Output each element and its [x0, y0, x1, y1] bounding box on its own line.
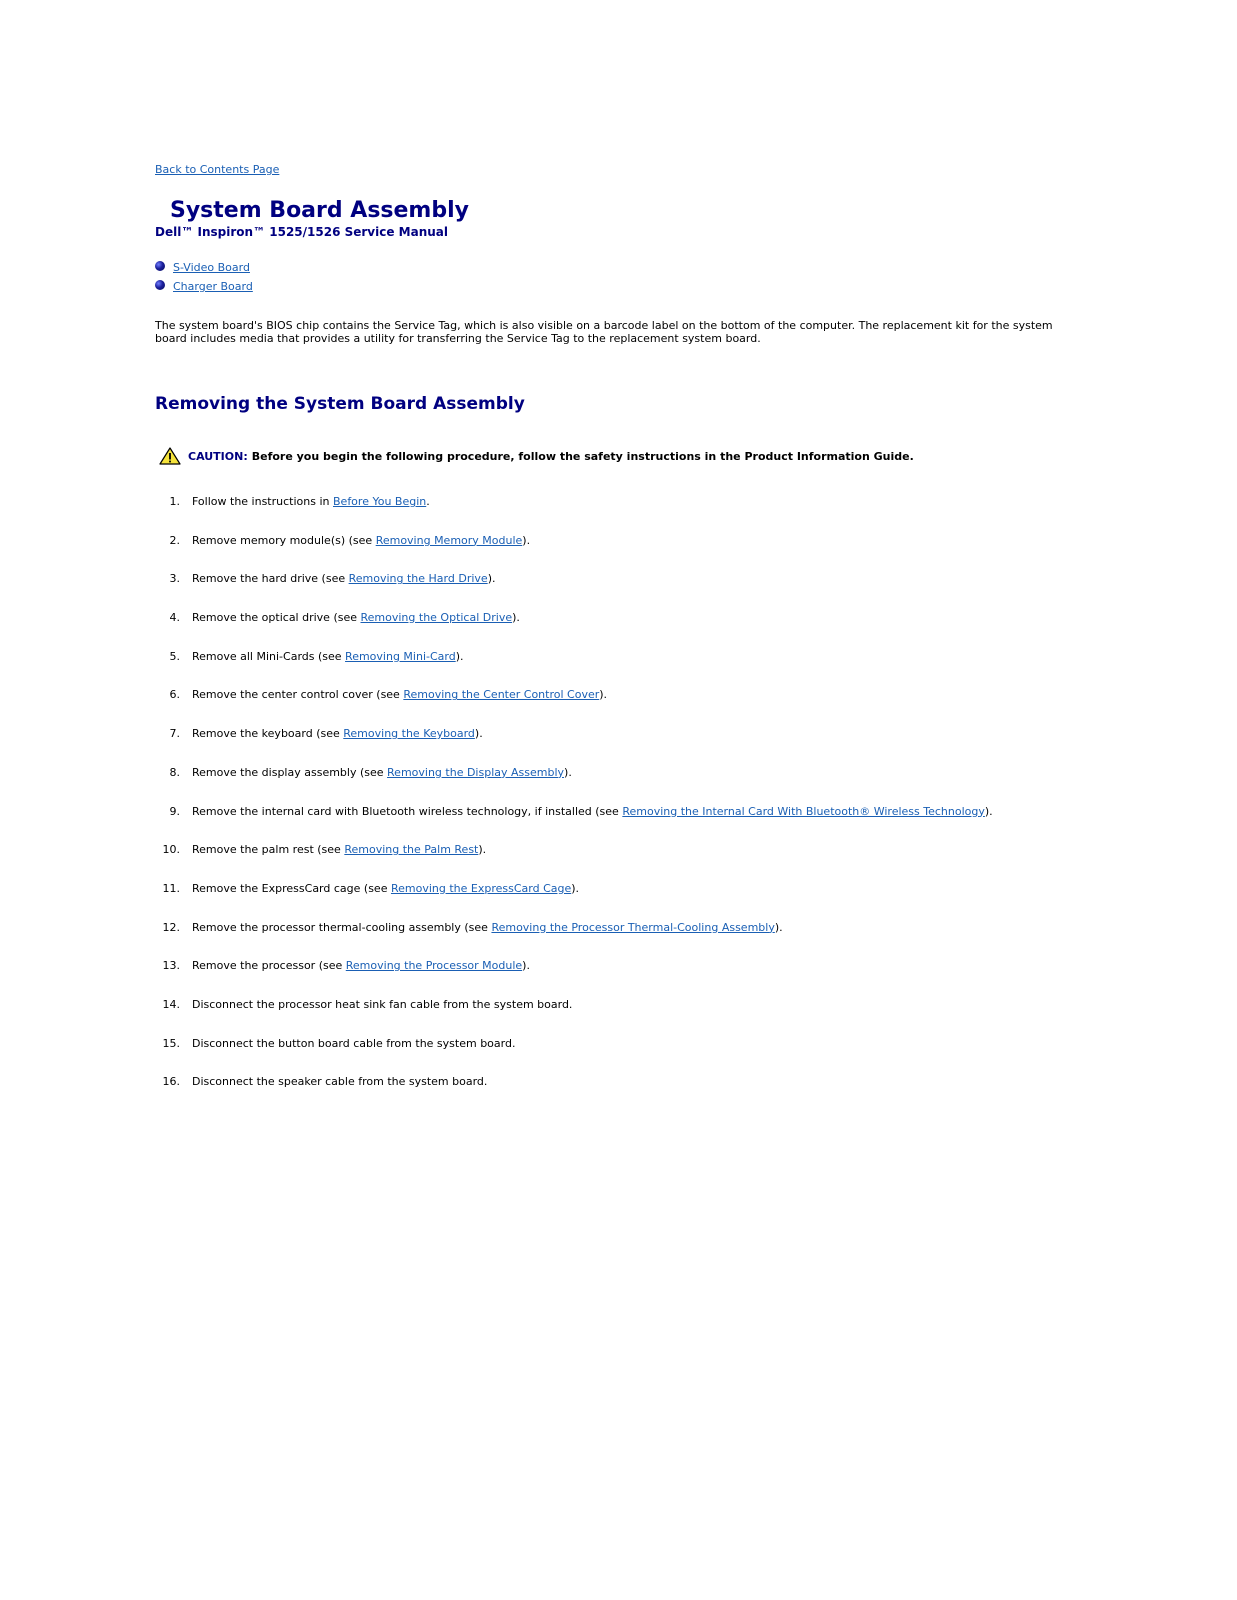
step-text	[192, 882, 579, 921]
step-number: 15.	[162, 1036, 180, 1050]
removal-steps-list	[155, 495, 1075, 1114]
step-link[interactable]: Removing the Internal Card With Bluetooth® Wireless Technology	[622, 804, 985, 818]
step-text	[192, 998, 572, 1037]
step-text-start: Disconnect the button board cable from the system board.	[192, 1036, 516, 1050]
step-text-start: Remove the display assembly (see	[192, 765, 388, 779]
step-text-end: ).	[564, 765, 572, 779]
step-item	[155, 843, 1075, 882]
step-link[interactable]: Removing the Center Control Cover	[403, 688, 600, 702]
step-text-end: ).	[522, 959, 530, 973]
step-link[interactable]: Removing the ExpressCard Cage	[390, 881, 572, 895]
step-link[interactable]: Removing the Optical Drive	[360, 611, 513, 625]
step-text	[192, 766, 572, 805]
list-item	[155, 277, 1075, 296]
step-text	[192, 572, 495, 611]
step-text-end: ).	[478, 843, 487, 857]
page-subtitle: Dell™ Inspiron™ 1525/1526 Service Manual	[155, 225, 448, 239]
list-item	[155, 258, 1075, 277]
step-link[interactable]: Before You Begin	[333, 495, 427, 508]
step-number: 9.	[169, 804, 180, 818]
s-video-board-link[interactable]: S-Video Board	[173, 261, 250, 274]
step-item	[155, 650, 1075, 689]
step-text-end: ).	[774, 920, 783, 934]
step-item	[155, 688, 1075, 727]
step-text-start: Disconnect the processor heat sink fan cable from the system board.	[192, 997, 573, 1011]
step-number: 1.	[169, 495, 180, 508]
step-text-start: Remove memory module(s) (see	[192, 533, 376, 547]
step-number: 4.	[169, 611, 180, 625]
step-item	[155, 495, 1075, 534]
step-item	[155, 959, 1075, 998]
step-text-end: ).	[522, 533, 531, 547]
step-text-end: ).	[512, 611, 520, 625]
step-text	[192, 805, 993, 844]
step-item	[155, 572, 1075, 611]
step-text-end: ).	[599, 688, 608, 702]
step-item	[155, 805, 1075, 844]
page-title: System Board Assembly	[170, 198, 469, 223]
step-text-start: Remove the processor (see	[192, 959, 346, 973]
step-text-end: ).	[455, 649, 464, 663]
intro-paragraph: The system board's BIOS chip contains the Service Tag, which is also visible on a barcode label on the bottom of the computer. The replacement kit for the system board includes media that provides a utility for transferring the Service Tag to the replacement system board.	[155, 319, 1053, 345]
step-number: 8.	[169, 765, 180, 779]
bullet-icon	[155, 280, 165, 290]
step-text	[192, 650, 464, 689]
step-text	[192, 495, 430, 534]
step-link[interactable]: Removing the Display Assembly	[387, 765, 565, 779]
charger-board-link[interactable]: Charger Board	[173, 280, 253, 293]
step-text-start: Disconnect the speaker cable from the system board.	[192, 1075, 488, 1089]
step-item	[155, 1037, 1075, 1076]
step-text-start: Remove all Mini-Cards (see	[192, 649, 346, 663]
step-text-start: Remove the processor thermal-cooling assembly (see	[192, 920, 492, 934]
section-heading: Removing the System Board Assembly	[155, 394, 525, 414]
step-text-end: ).	[474, 727, 483, 741]
step-item	[155, 766, 1075, 805]
section-links-list	[155, 258, 1075, 296]
step-text	[192, 921, 783, 960]
step-link[interactable]: Removing Mini-Card	[345, 649, 456, 663]
document-page	[155, 158, 1075, 1114]
step-link[interactable]: Removing the Keyboard	[343, 727, 475, 741]
step-number: 3.	[169, 572, 180, 586]
step-item	[155, 882, 1075, 921]
step-text	[192, 1075, 487, 1114]
step-number: 6.	[169, 688, 180, 702]
step-number: 11.	[162, 881, 180, 895]
step-number: 10.	[162, 843, 180, 857]
step-text	[192, 611, 520, 650]
step-number: 7.	[169, 727, 180, 741]
step-text-start: Remove the hard drive (see	[192, 572, 349, 586]
step-text	[192, 843, 486, 882]
step-text	[192, 959, 530, 998]
step-text	[192, 1037, 515, 1076]
step-text-start: Remove the center control cover (see	[192, 688, 404, 702]
step-text-start: Remove the palm rest (see	[192, 843, 345, 857]
bullet-icon	[155, 261, 165, 271]
back-to-contents-link[interactable]: Back to Contents Page	[155, 163, 280, 176]
step-text-start: Follow the instructions in	[192, 495, 333, 508]
step-number: 2.	[169, 533, 180, 547]
step-item	[155, 611, 1075, 650]
step-item	[155, 998, 1075, 1037]
step-number: 12.	[162, 920, 180, 934]
caution-notice	[159, 447, 1075, 465]
step-text-end: ).	[984, 804, 993, 818]
step-number: 14.	[162, 997, 180, 1011]
step-link[interactable]: Removing the Processor Module	[345, 959, 523, 973]
warning-triangle-icon	[159, 447, 181, 465]
step-item	[155, 1075, 1075, 1114]
step-text-start: Remove the internal card with Bluetooth wireless technology, if installed (see	[192, 804, 623, 818]
step-number: 16.	[162, 1075, 180, 1089]
step-item	[155, 534, 1075, 573]
step-text-end: .	[426, 495, 430, 508]
step-text	[192, 727, 483, 766]
step-link[interactable]: Removing the Palm Rest	[344, 843, 479, 857]
step-number: 13.	[162, 959, 180, 973]
step-link[interactable]: Removing Memory Module	[375, 533, 523, 547]
step-text	[192, 688, 607, 727]
step-number: 5.	[169, 649, 180, 663]
step-link[interactable]: Removing the Processor Thermal-Cooling Assembly	[491, 920, 775, 934]
step-text-start: Remove the optical drive (see	[192, 611, 361, 625]
step-text-start: Remove the ExpressCard cage (see	[192, 881, 391, 895]
step-text	[192, 534, 530, 573]
step-text-end: ).	[571, 881, 580, 895]
step-text-start: Remove the keyboard (see	[192, 727, 344, 741]
step-text-end: ).	[487, 572, 496, 586]
caution-text: Before you begin the following procedure, follow the safety instructions in the Product Information Guide.	[251, 449, 914, 463]
step-item	[155, 727, 1075, 766]
step-link[interactable]: Removing the Hard Drive	[348, 572, 488, 586]
step-item	[155, 921, 1075, 960]
caution-label: CAUTION:	[188, 449, 248, 463]
